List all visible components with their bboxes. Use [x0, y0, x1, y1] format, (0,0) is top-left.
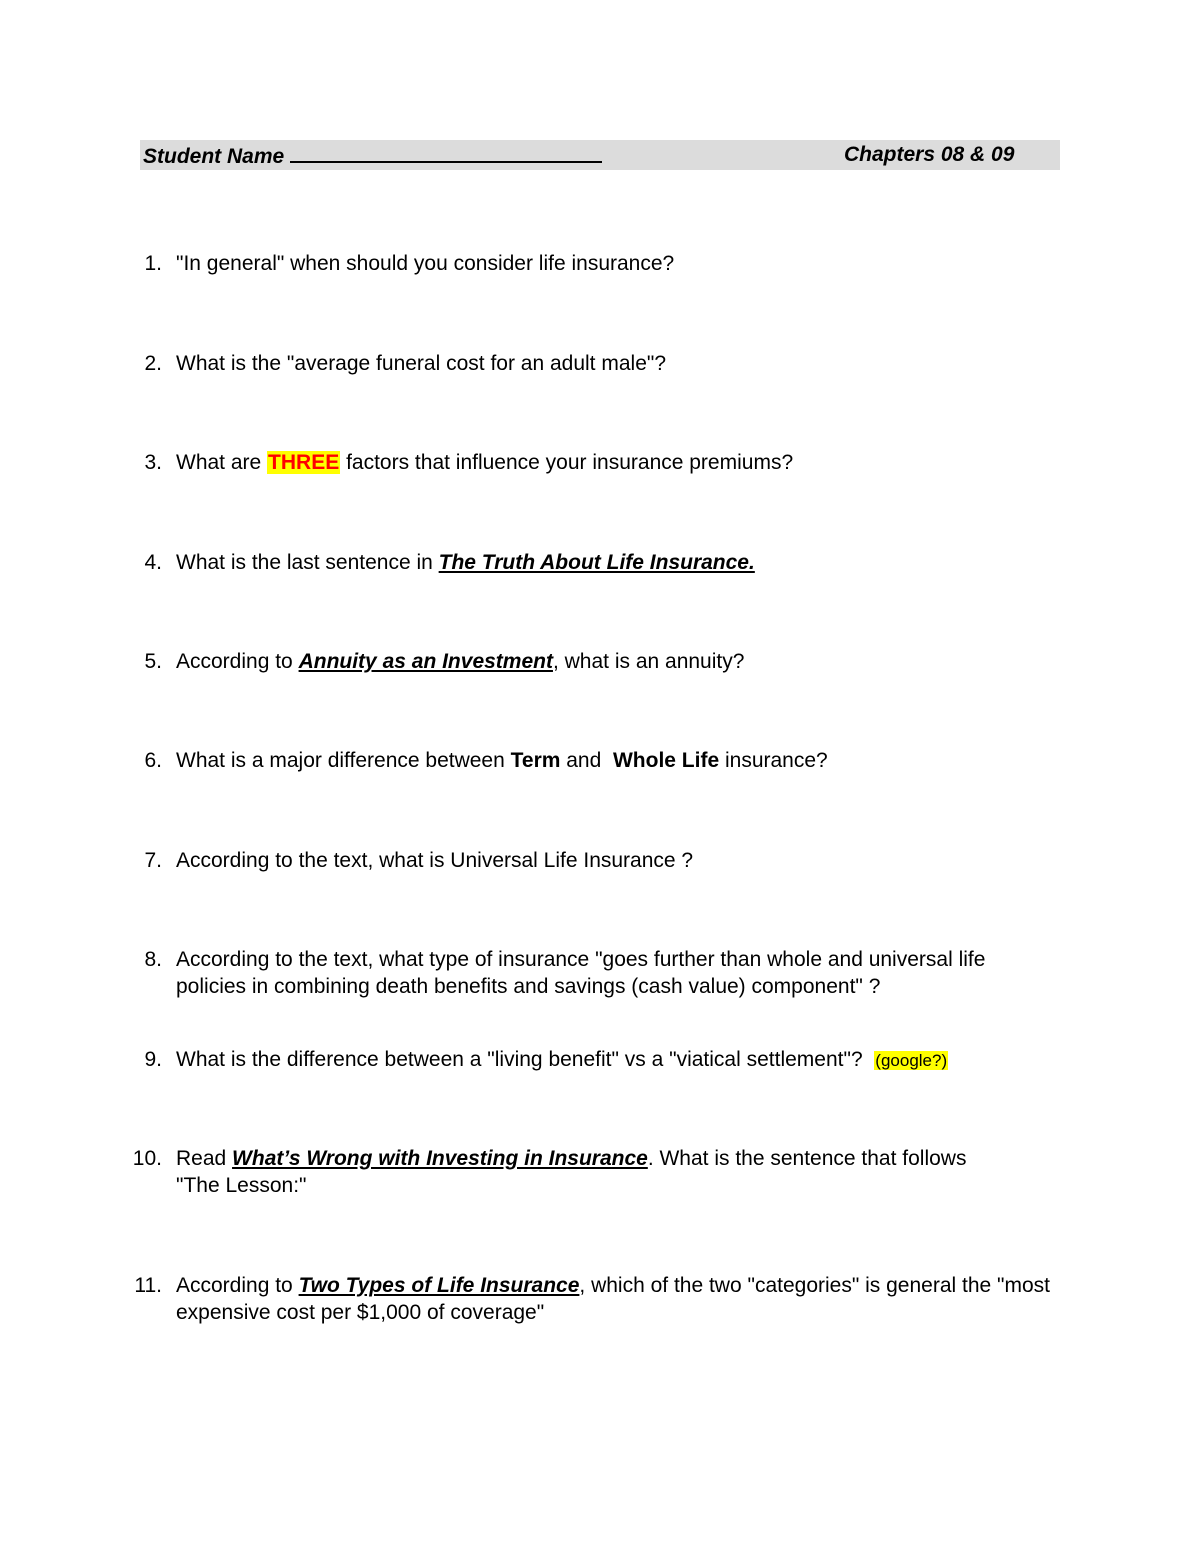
chapters-label: Chapters 08 & 09 — [844, 143, 1015, 166]
whole-life-keyword: Whole Life — [612, 749, 720, 772]
student-name-label: Student Name — [143, 145, 285, 168]
question-number: 2. — [144, 352, 162, 375]
highlight-three: THREE — [268, 451, 340, 474]
question-number: 4. — [144, 551, 162, 574]
question-number: 10. — [132, 1147, 162, 1170]
header-bar — [140, 140, 1060, 170]
question-text: What is the last sentence in The Truth About Life Insurance. — [176, 551, 755, 574]
question-number: 6. — [144, 749, 162, 772]
question-number: 11. — [134, 1274, 162, 1297]
google-note: (google?) — [875, 1051, 948, 1070]
term-keyword: Term — [510, 749, 561, 772]
question-text: According to the text, what is Universal Life Insurance ? — [176, 849, 694, 872]
question-number: 1. — [144, 252, 162, 275]
reading-title: What’s Wrong with Investing in Insurance — [232, 1147, 648, 1170]
question-number: 5. — [144, 650, 162, 673]
question-text: Read What’s Wrong with Investing in Insurance. What is the sentence that follows "The Lesson:" — [176, 1147, 967, 1197]
student-name-field — [143, 143, 602, 169]
question-text: According to the text, what type of insurance "goes further than whole and universal life policies in combining death benefits and savings (cash value) component" ? — [176, 948, 986, 998]
question-text: "In general" when should you consider life insurance? — [176, 252, 675, 275]
question-text: What is the difference between a "living benefit" vs a "viatical settlement"? (google?) — [176, 1048, 948, 1071]
question-text: According to Two Types of Life Insurance, which of the two "categories" is general the "most expensive cost per $1,000 of coverage" — [176, 1274, 1050, 1324]
reading-title: Two Types of Life Insurance — [298, 1274, 580, 1297]
reading-title: The Truth About Life Insurance. — [438, 551, 755, 574]
question-number: 9. — [144, 1048, 162, 1071]
reading-title: Annuity as an Investment — [298, 650, 553, 673]
question-text: What is a major difference between Term and Whole Life insurance? — [176, 749, 828, 772]
question-number: 3. — [144, 451, 162, 474]
student-name-blank[interactable] — [290, 143, 602, 163]
question-text: What is the "average funeral cost for an adult male"? — [176, 352, 667, 375]
question-number: 7. — [144, 849, 162, 872]
question-text: According to Annuity as an Investment, what is an annuity? — [176, 650, 745, 673]
question-text: What are THREE factors that influence your insurance premiums? — [176, 451, 794, 474]
question-number: 8. — [144, 948, 162, 971]
